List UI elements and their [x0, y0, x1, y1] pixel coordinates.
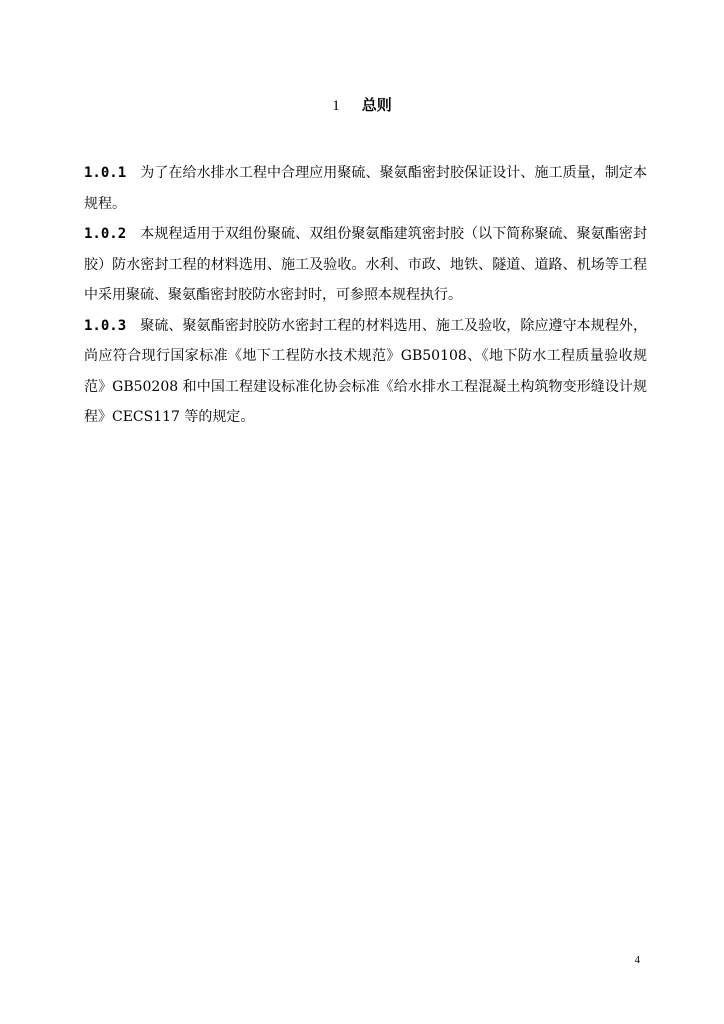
clause-number: 1.0.2	[84, 226, 127, 242]
clause-1-0-1	[84, 158, 647, 219]
clause-number: 1.0.3	[84, 317, 127, 334]
clause-1-0-2	[84, 219, 647, 311]
clause-number: 1.0.1	[84, 165, 127, 181]
clause-text: 聚硫、聚氨酯密封胶防水密封工程的材料选用、施工及验收，除应遵守本规程外，尚应符合现行国家标准《地下工程防水技术规范》GB50108、《地下防水工程质量验收规范》GB50208 和中国工程建设标准化协会标准《给水排水工程混凝土构筑物变形缝设计规程》CECS117 等的规定。	[84, 317, 647, 425]
page-number: 4	[634, 954, 640, 966]
clause-text: 为了在给水排水工程中合理应用聚硫、聚氨酯密封胶保证设计、施工质量，制定本规程。	[84, 165, 647, 212]
chapter-title: 总则	[361, 96, 392, 114]
chapter-heading	[0, 93, 724, 118]
clause-text: 本规程适用于双组份聚硫、双组份聚氨酯建筑密封胶（以下简称聚硫、聚氨酯密封胶）防水密封工程的材料选用、施工及验收。水利、市政、地铁、隧道、道路、机场等工程中采用聚硫、聚氨酯密封胶防水密封时，可参照本规程执行。	[84, 226, 647, 303]
chapter-number: 1	[332, 98, 340, 114]
clause-1-0-3	[84, 311, 647, 433]
chapter-body	[84, 158, 647, 433]
